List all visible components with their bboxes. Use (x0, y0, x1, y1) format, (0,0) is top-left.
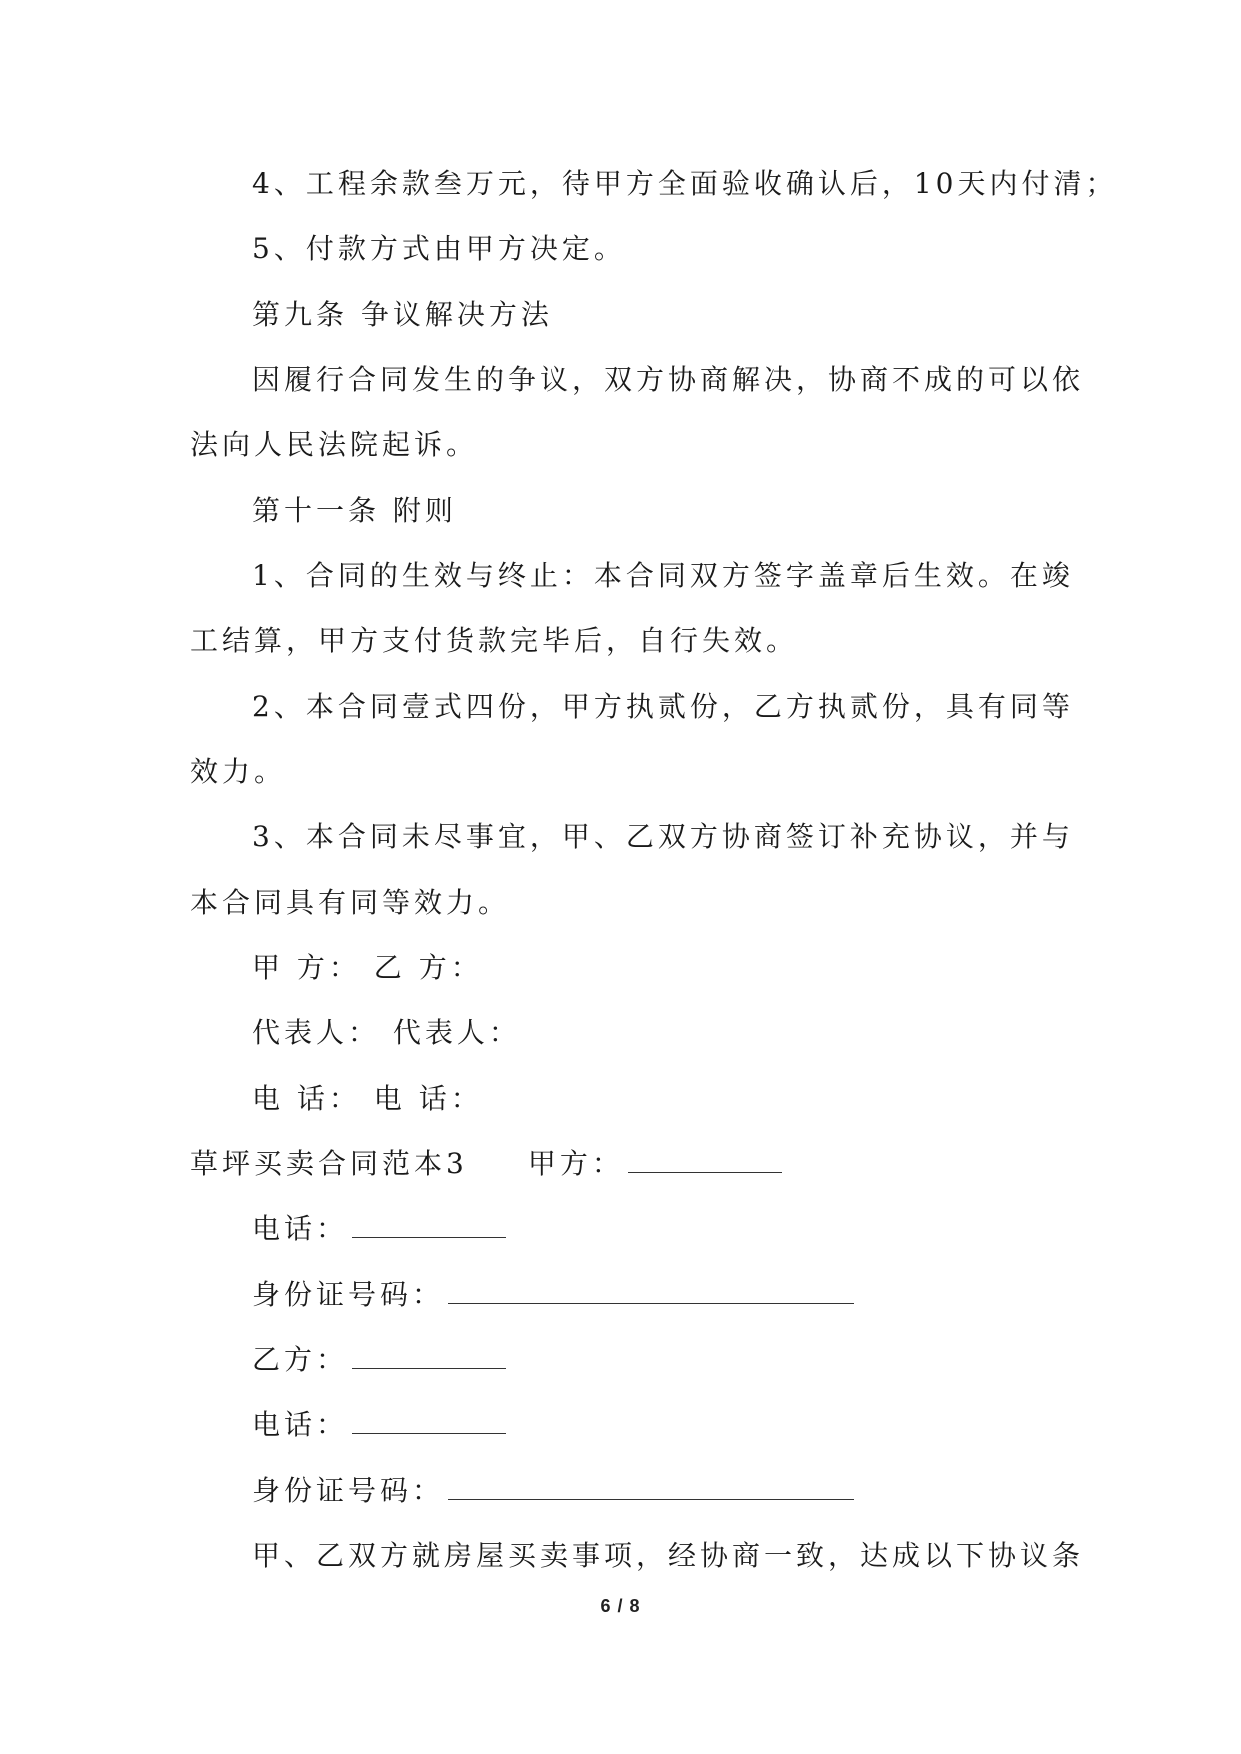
article-11-item-2-line-1: 2、本合同壹式四份，甲方执贰份，乙方执贰份，具有同等 (252, 690, 1074, 723)
paragraph-payment-5: 5、付款方式由甲方决定。 (252, 232, 626, 265)
party-a-id-row (252, 1275, 854, 1315)
party-a-id-blank (448, 1275, 854, 1304)
party-b-label: 乙方： (252, 1343, 349, 1376)
party-b-id-row (252, 1471, 854, 1511)
party-b-row (252, 1340, 506, 1380)
article-9-text-line-1: 因履行合同发生的争议，双方协商解决，协商不成的可以依 (252, 363, 1085, 396)
article-11-item-1-line-2: 工结算，甲方支付货款完毕后，自行失效。 (190, 624, 799, 657)
party-a-label: 甲方： (527, 1147, 624, 1180)
party-a-phone-label: 电话： (252, 1212, 349, 1245)
contract-3-header (190, 1144, 782, 1184)
paragraph-payment-4: 4、工程余款叁万元，待甲方全面验收确认后，10天内付清； (252, 167, 1118, 200)
signature-phones: 电 话： 电 话： (252, 1082, 483, 1115)
party-b-id-blank (448, 1471, 854, 1500)
party-b-phone-blank (352, 1405, 506, 1434)
article-11-item-2-line-2: 效力。 (190, 755, 287, 788)
page-number: 6 / 8 (600, 1596, 641, 1616)
signature-parties: 甲 方： 乙 方： (252, 951, 483, 984)
contract-3-title: 草坪买卖合同范本3 (190, 1147, 468, 1180)
party-b-phone-label: 电话： (252, 1408, 349, 1441)
party-a-phone-blank (352, 1209, 506, 1238)
party-a-blank (628, 1144, 782, 1173)
article-11-item-1-line-1: 1、合同的生效与终止：本合同双方签字盖章后生效。在竣 (252, 559, 1074, 592)
article-11-item-3-line-2: 本合同具有同等效力。 (190, 886, 511, 919)
party-b-id-label: 身份证号码： (252, 1474, 445, 1507)
article-11-heading: 第十一条 附则 (252, 494, 457, 527)
article-9-text-line-2: 法向人民法院起诉。 (190, 428, 479, 461)
contract-3-intro: 甲、乙双方就房屋买卖事项，经协商一致，达成以下协议条 (252, 1539, 1085, 1572)
party-a-id-label: 身份证号码： (252, 1278, 445, 1311)
party-b-phone-row (252, 1405, 506, 1445)
party-b-blank (352, 1340, 506, 1369)
signature-representatives: 代表人： 代表人： (252, 1016, 521, 1049)
party-a-phone-row (252, 1209, 506, 1249)
article-9-heading: 第九条 争议解决方法 (252, 298, 553, 331)
article-11-item-3-line-1: 3、本合同未尽事宜，甲、乙双方协商签订补充协议，并与 (252, 820, 1074, 853)
